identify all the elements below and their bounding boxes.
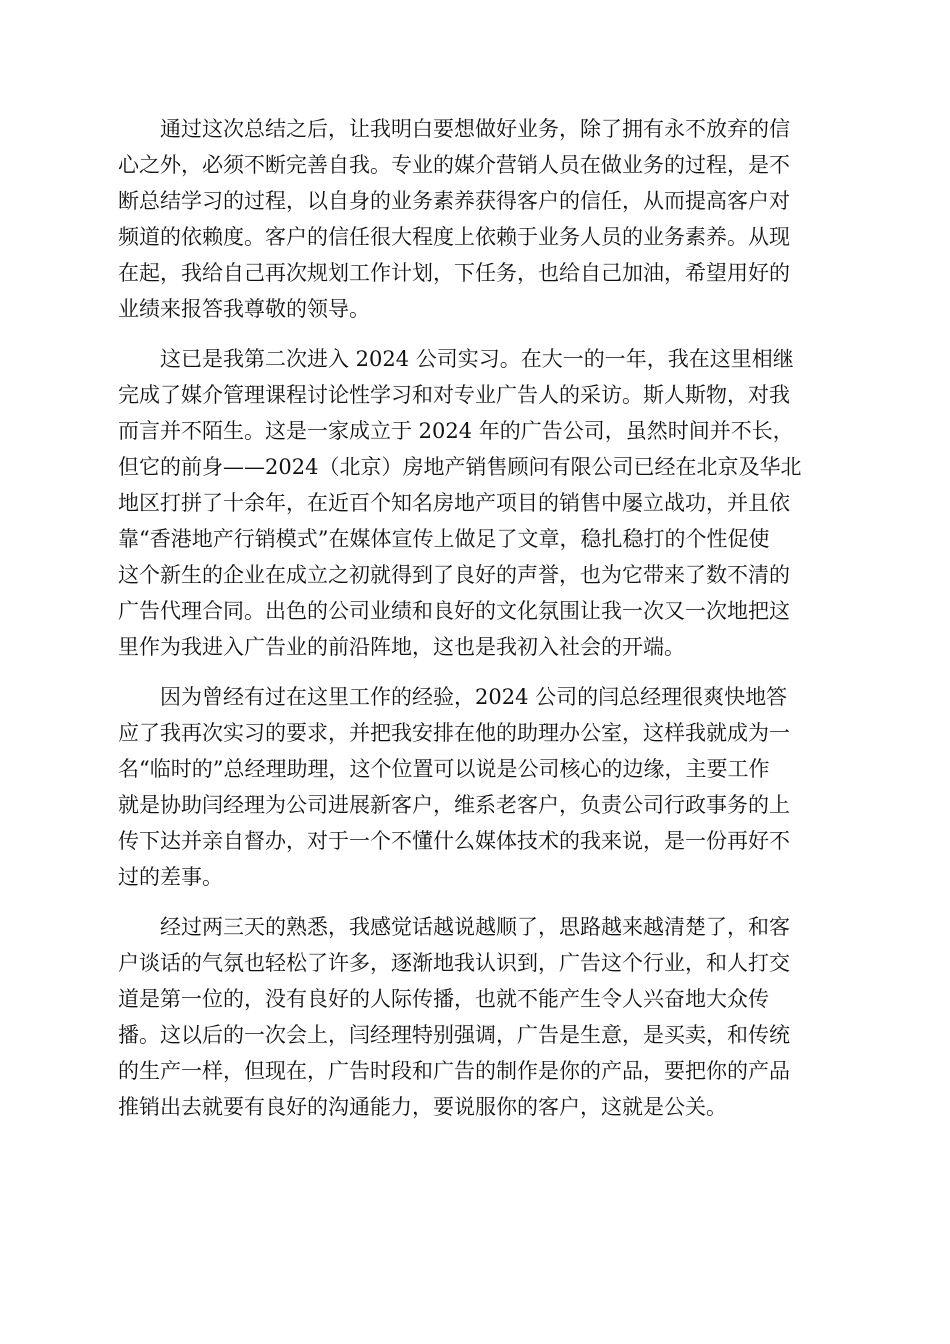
text-line: 断总结学习的过程，以自身的业务素养获得客户的信任，从而提高客户对 <box>118 189 790 213</box>
paragraph-3 <box>118 679 838 895</box>
text-line: 推销出去就要有良好的沟通能力，要说服你的客户，这就是公关。 <box>118 1095 727 1119</box>
text-line: 业绩来报答我尊敬的领导。 <box>118 297 370 321</box>
text-line: 但它的前身——2024（北京）房地产销售顾问有限公司已经在北京及华北 <box>118 455 802 479</box>
text-line: 靠“香港地产行销模式”在媒体宣传上做足了文章，稳扎稳打的个性促使 <box>118 527 770 551</box>
paragraph-1 <box>118 111 838 327</box>
text-line: 过的差事。 <box>118 865 223 889</box>
paragraph-4 <box>118 909 838 1125</box>
text-line: 地区打拼了十余年，在近百个知名房地产项目的销售中屡立战功，并且依 <box>118 491 790 515</box>
text-line: 应了我再次实习的要求，并把我安排在他的助理办公室，这样我就成为一 <box>118 721 790 745</box>
text-line: 经过两三天的熟悉，我感觉话越说越顺了，思路越来越清楚了，和客 <box>160 915 790 939</box>
text-line: 在起，我给自己再次规划工作计划，下任务，也给自己加油，希望用好的 <box>118 261 790 285</box>
text-line: 频道的依赖度。客户的信任很大程度上依赖于业务人员的业务素养。从现 <box>118 225 790 249</box>
text-line: 这个新生的企业在成立之初就得到了良好的声誉，也为它带来了数不清的 <box>118 563 790 587</box>
text-line: 就是协助闫经理为公司进展新客户，维系老客户，负责公司行政事务的上 <box>118 793 790 817</box>
text-line: 通过这次总结之后，让我明白要想做好业务，除了拥有永不放弃的信 <box>160 117 790 141</box>
text-line: 名“临时的”总经理助理，这个位置可以说是公司核心的边缘，主要工作 <box>118 757 770 781</box>
text-line: 心之外，必须不断完善自我。专业的媒介营销人员在做业务的过程，是不 <box>118 153 790 177</box>
paragraph-2 <box>118 341 838 665</box>
text-line: 道是第一位的，没有良好的人际传播，也就不能产生令人兴奋地大众传 <box>118 987 769 1011</box>
text-line: 这已是我第二次进入 2024 公司实习。在大一的一年，我在这里相继 <box>160 347 794 371</box>
text-line: 的生产一样，但现在，广告时段和广告的制作是你的产品，要把你的产品 <box>118 1059 790 1083</box>
document-body <box>118 111 838 1139</box>
text-line: 广告代理合同。出色的公司业绩和良好的文化氛围让我一次又一次地把这 <box>118 599 790 623</box>
text-line: 而言并不陌生。这是一家成立于 2024 年的广告公司，虽然时间并不长， <box>118 419 794 443</box>
text-line: 因为曾经有过在这里工作的经验，2024 公司的闫总经理很爽快地答 <box>160 685 788 709</box>
text-line: 完成了媒介管理课程讨论性学习和对专业广告人的采访。斯人斯物，对我 <box>118 383 790 407</box>
text-line: 传下达并亲自督办，对于一个不懂什么媒体技术的我来说，是一份再好不 <box>118 829 790 853</box>
text-line: 播。这以后的一次会上，闫经理特别强调，广告是生意，是买卖，和传统 <box>118 1023 790 1047</box>
text-line: 户谈话的气氛也轻松了许多，逐渐地我认识到，广告这个行业，和人打交 <box>118 951 790 975</box>
text-line: 里作为我进入广告业的前沿阵地，这也是我初入社会的开端。 <box>118 635 685 659</box>
